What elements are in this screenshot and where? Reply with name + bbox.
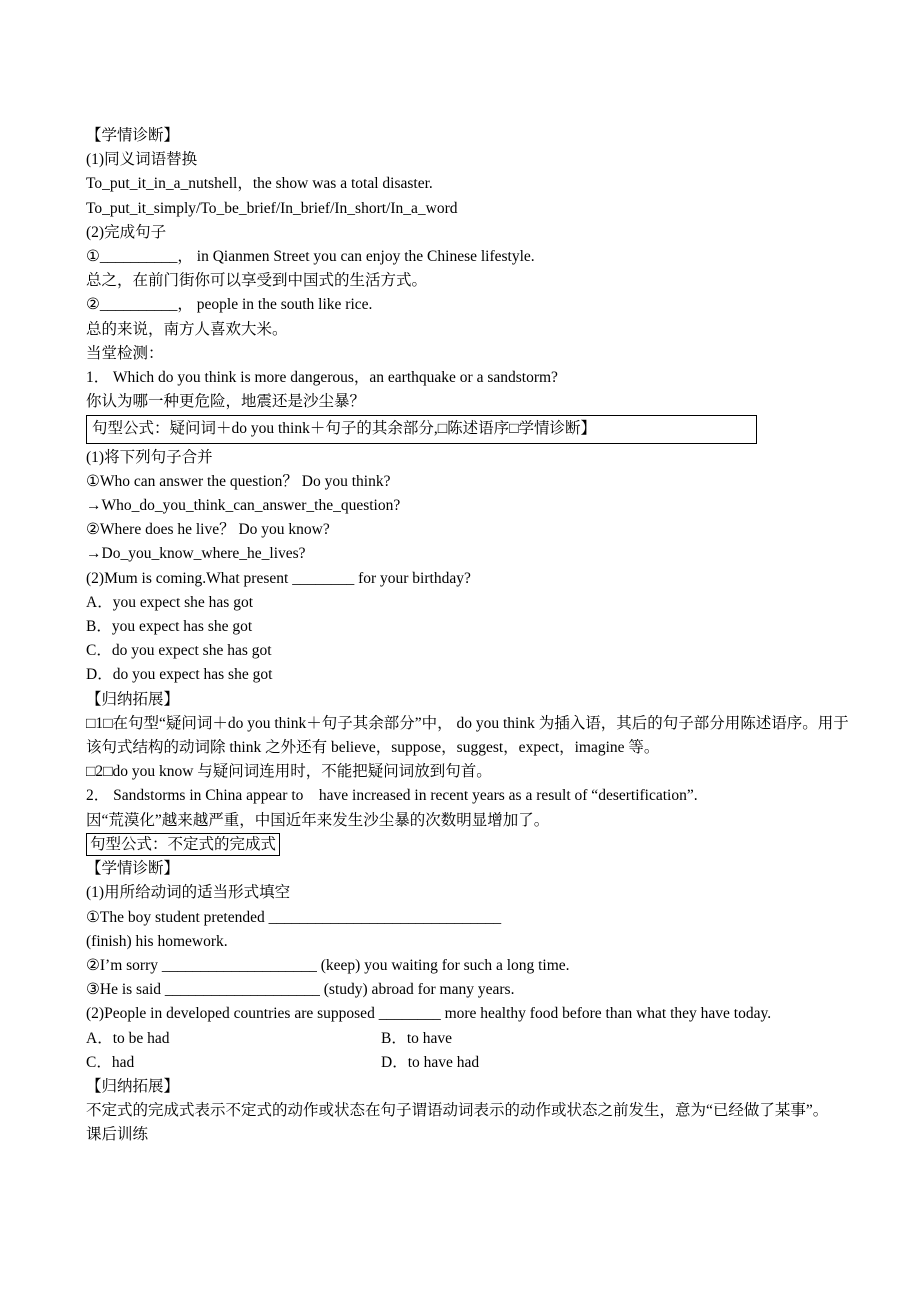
text-line: 当堂检测：	[86, 344, 164, 362]
text-line: 不定式的完成式表示不定式的动作或状态在句子谓语动词表示的动作或状态之前发生，意为“已经做了某事”。	[86, 1102, 829, 1120]
text-line: B．you expect has she got	[86, 618, 253, 636]
text-line: □1□在句型“疑问词＋do you think＋句子其余部分”中， do you think 为插入语，其后的句子部分用陈述语序。用于该句式结构的动词除 think 之外还有 believe，suppose，suggest，expect，imagine 等。	[86, 714, 849, 757]
text-line: 【归纳拓展】	[86, 1077, 180, 1095]
option-column-left: C．had	[86, 1053, 135, 1071]
text-line: (2)People in developed countries are supposed ________ more healthy food before than what they have today.	[86, 1005, 772, 1023]
text-line	[86, 1027, 858, 1051]
text-line: C．do you expect she has got	[86, 642, 272, 660]
text-line: ②I’m sorry ____________________ (keep) you waiting for such a long time.	[86, 956, 570, 974]
text-line: D．do you expect has she got	[86, 666, 273, 684]
pattern-formula-box: 句型公式：不定式的完成式	[86, 833, 280, 856]
text-line: 【学情诊断】	[86, 860, 180, 878]
text-line: →Who_do_you_think_can_answer_the_question?	[86, 497, 401, 515]
text-line: A．you expect she has got	[86, 593, 254, 611]
text-line: (1)同义词语替换	[86, 151, 198, 169]
text-line: 总之，在前门街你可以享受到中国式的生活方式。	[86, 272, 428, 290]
text-line: 你认为哪一种更危险，地震还是沙尘暴？	[86, 393, 366, 411]
text-line: 1． Which do you think is more dangerous，an earthquake or a sandstorm?	[86, 369, 558, 387]
text-line: To_put_it_in_a_nutshell，the show was a total disaster.	[86, 175, 433, 193]
sentence-pattern-banner: 句型公式：疑问词＋do you think＋句子的其余部分,□陈述语序□学情诊断】	[86, 415, 757, 443]
text-line: 【学情诊断】	[86, 127, 180, 144]
document-body	[86, 124, 858, 1148]
text-line: To_put_it_simply/To_be_brief/In_brief/In_short/In_a_word	[86, 199, 458, 217]
text-line: →Do_you_know_where_he_lives?	[86, 545, 306, 563]
text-line: 课后训练	[86, 1126, 149, 1144]
option-column-right: B．to have	[381, 1029, 453, 1047]
text-line: 【归纳拓展】	[86, 690, 180, 708]
option-column-right: D．to have had	[381, 1053, 480, 1071]
text-line: (1)用所给动词的适当形式填空	[86, 884, 291, 902]
option-column-left: A．to be had	[86, 1029, 170, 1047]
text-line: ①__________， in Qianmen Street you can enjoy the Chinese lifestyle.	[86, 248, 535, 266]
text-line: ③He is said ____________________ (study) abroad for many years.	[86, 981, 515, 999]
text-line: (2)完成句子	[86, 223, 167, 241]
text-line: ②Where does he live？ Do you know?	[86, 521, 330, 539]
text-line: ②__________， people in the south like rice.	[86, 296, 373, 314]
pattern-formula-box	[86, 833, 858, 857]
text-line: 总的来说，南方人喜欢大米。	[86, 320, 288, 338]
text-line: 2． Sandstorms in China appear to have increased in recent years as a result of “desertification”.	[86, 787, 698, 805]
text-line: (2)Mum is coming.What present ________ for your birthday?	[86, 569, 471, 587]
text-line	[86, 1051, 858, 1075]
text-line: ①Who can answer the question？ Do you think?	[86, 472, 391, 490]
text-line: ①The boy student pretended ______________________________	[86, 908, 502, 926]
text-line: □2□do you know 与疑问词连用时，不能把疑问词放到句首。	[86, 763, 492, 781]
text-line: 因“荒漠化”越来越严重，中国近年来发生沙尘暴的次数明显增加了。	[86, 811, 550, 829]
text-line: (finish) his homework.	[86, 932, 228, 950]
text-line: (1)将下列句子合并	[86, 448, 213, 466]
